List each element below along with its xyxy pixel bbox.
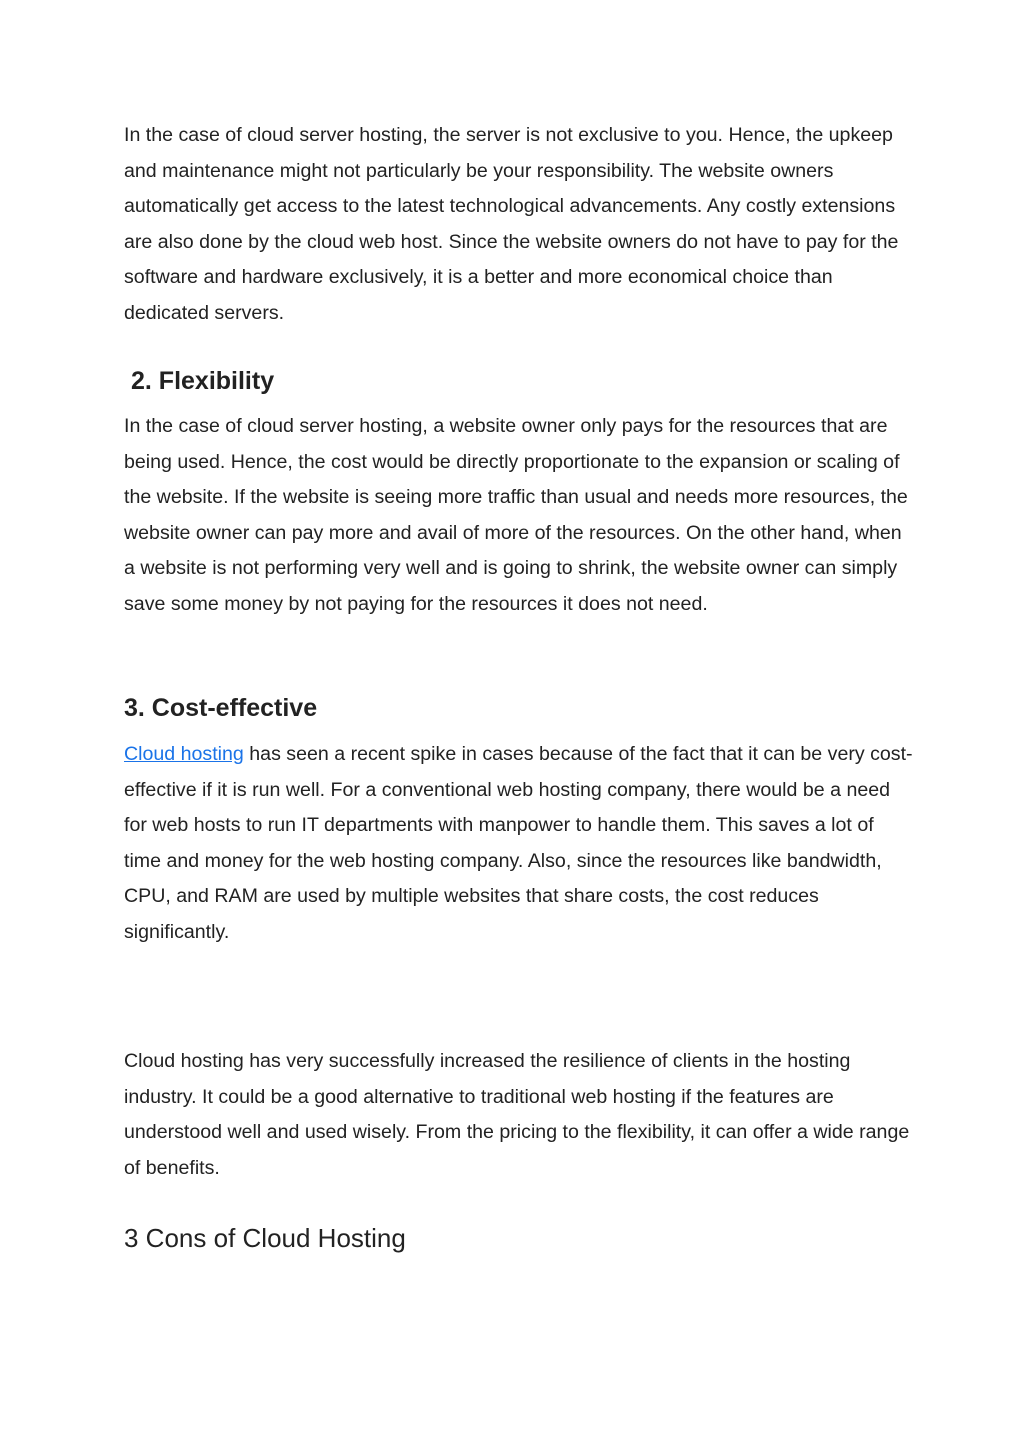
- cost-effective-heading: 3. Cost-effective: [124, 694, 318, 722]
- intro-paragraph: In the case of cloud server hosting, the server is not exclusive to you. Hence, the upkeep and maintenance might not particularly be your responsibility. The website owners automatically get access to the latest technological advancements. Any costly extensions are also done by the cloud web host. Since the website owners do not have to pay for the software and hardware exclusively, it is a better and more economical choice than dedicated servers.: [124, 124, 899, 324]
- cons-heading: 3 Cons of Cloud Hosting: [124, 1223, 406, 1253]
- cloud-hosting-link[interactable]: Cloud hosting: [124, 743, 244, 765]
- flexibility-paragraph: In the case of cloud server hosting, a website owner only pays for the resources that are being used. Hence, the cost would be directly proportionate to the expansion or scaling of the website. If the website is seeing more traffic than usual and needs more resources, the website owner can pay more and avail of more of the resources. On the other hand, when a website is not performing very well and is going to shrink, the website owner can simply save some money by not paying for the resources it does not need.: [124, 415, 908, 615]
- cost-effective-paragraph: [124, 737, 914, 950]
- flexibility-heading: 2. Flexibility: [131, 367, 275, 395]
- conclusion-paragraph: Cloud hosting has very successfully increased the resilience of clients in the hosting industry. It could be a good alternative to traditional web hosting if the features are understood well and used wisely. From the pricing to the flexibility, it can offer a wide range of benefits.: [124, 1050, 910, 1179]
- cost-effective-paragraph-text: has seen a recent spike in cases because of the fact that it can be very cost-effective if it is run well. For a conventional web hosting company, there would be a need for web hosts to run IT departments with manpower to handle them. This saves a lot of time and money for the web hosting company. Also, since the resources like bandwidth, CPU, and RAM are used by multiple websites that share costs, the cost reduces significantly.: [124, 743, 913, 943]
